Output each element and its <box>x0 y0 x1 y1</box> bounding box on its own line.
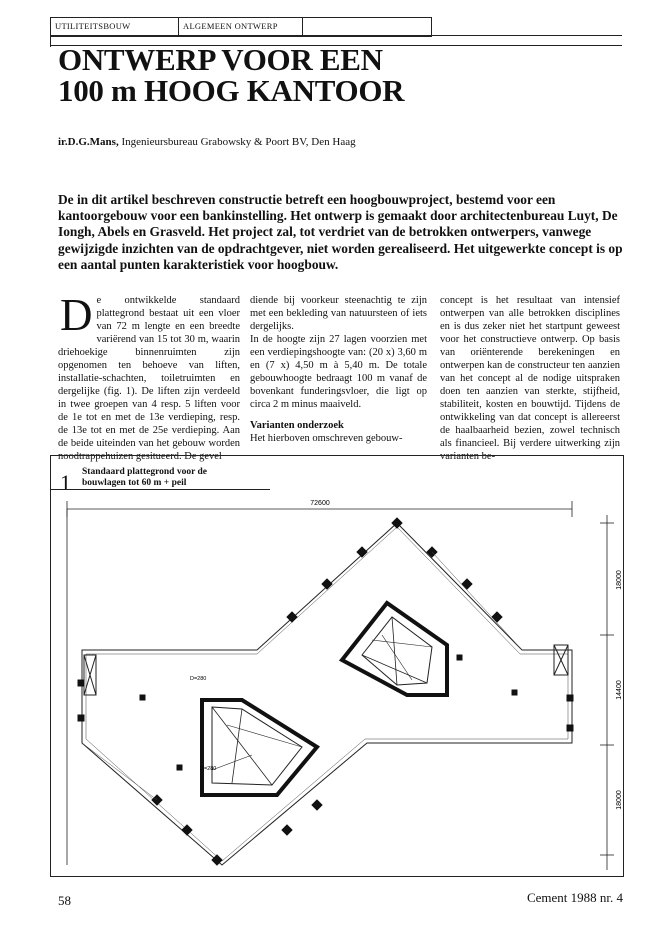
category-label: ALGEMEEN ONTWERP <box>179 18 303 36</box>
side-dimension-line <box>600 515 614 870</box>
title-margin-rule <box>50 35 51 47</box>
body-column-1 <box>58 290 240 463</box>
author-line <box>58 136 356 148</box>
body-column-3 <box>440 294 620 463</box>
figure-caption: Standaard plattegrond voor de bouwlagen tot 60 m + peil <box>82 467 208 488</box>
width-dimension-line <box>67 501 572 865</box>
author-name: ir.D.G.Mans, <box>58 136 119 148</box>
author-affiliation: Ingenieursbureau Grabowsky & Poort BV, Den Haag <box>121 136 356 148</box>
page-number: 58 <box>58 893 71 908</box>
column-2-para-2: In de hoogte zijn 27 lagen voorzien met een verdiepingshoogte van: (20 x) 3,60 m en (7 x) 4,50 m à 5,40 m. De totale gebouwhoogte bedraagt 100 m vanaf de bovenkant funderingsvloer, die ligt op circa 2 m minus maaiveld. <box>250 334 427 410</box>
section-label: UTILITEITSBOUW <box>51 18 179 36</box>
building-outline <box>82 523 572 865</box>
drop-cap: D <box>60 290 93 340</box>
subheading: Varianten onderzoek <box>250 420 344 431</box>
lead-paragraph: De in dit artikel beschreven constructie betreft een hoogbouwproject, bestemd voor een kantoorgebouw voor een bankinstelling. Het ontwerp is gemaakt door architectenbureau Luyt, De Iongh, Abels en Grasveld. Het project zal, tot verdriet van de betrokken ontwerpers, vanwege gewijzigde inzichten van de opdrachtgever, niet worden gerealiseerd. Het uitgewerkte concept is op een aantal punten karakteristiek voor hoogbouw. <box>58 192 623 272</box>
side-dimension-mid: 14400 <box>616 680 623 700</box>
figure-number: 1 <box>60 470 71 495</box>
journal-reference: Cement 1988 nr. 4 <box>526 890 623 905</box>
core-lower <box>202 700 317 795</box>
core-upper <box>342 603 447 695</box>
column-1-text: e ontwikkelde standaard plattegrond bestaat uit een vloer van 72 m lengte en een breedte variërend van 15 tot 30 m, waarin driehoekige binnenruimten zijn opgenomen ten behoeve van liften, installatie-schachten, toiletruimten en dergelijke (fig. 1). De liften zijn verdeeld in twee groepen van 4 resp. 5 liften voor de 1e tot en met de 13e verdieping, resp. de 13e tot en met de 25e verdieping. Aan de beide uiteinden van het gebouw worden noodtrappehuizen gesitueerd. De gevel <box>58 295 240 462</box>
floor-plan-drawing <box>62 495 622 870</box>
figure-caption-rule <box>50 489 270 490</box>
article-title <box>58 44 404 106</box>
side-dimension-bottom: 18000 <box>616 790 623 810</box>
header-blank-cell <box>303 18 431 36</box>
core-label-2: D=280 <box>200 766 217 772</box>
perimeter-columns <box>78 518 573 865</box>
side-dimension-top: 18000 <box>616 570 623 590</box>
body-column-2 <box>250 294 427 445</box>
width-dimension-label: 72600 <box>310 500 330 507</box>
title-line-1: ONTWERP VOOR EEN <box>58 42 383 77</box>
column-2-para-3: Het hierboven omschreven gebouw- <box>250 433 403 444</box>
header-rule <box>50 35 622 36</box>
column-3-text: concept is het resultaat van intensief ontwerpen van alle betrokken disciplines en is dus zeker niet het startpunt geweest voor het constructieve ontwerp. Op basis van oriënterende berekeningen en ontwerpen kan de constructeur ten aanzien van het concept al de nodige uitspraken doen ten aanzien van sterkte, stijfheid, stabiliteit, kosten en bouwtijd. Tijdens de ontwikkeling van dat concept is allereerst de haalbaarheid bezien, zowel technisch als financieel. Bij verdere uitwerking zijn varianten be- <box>440 295 620 462</box>
core-label-1: D=280 <box>190 676 207 682</box>
column-2-para-1: diende bij voorkeur steenachtig te zijn met een bekleding van natuursteen of iets dergelijks. <box>250 295 427 332</box>
section-header <box>50 17 432 37</box>
title-line-2: 100 m HOOG KANTOOR <box>58 73 405 108</box>
building-inner-line <box>86 527 568 861</box>
